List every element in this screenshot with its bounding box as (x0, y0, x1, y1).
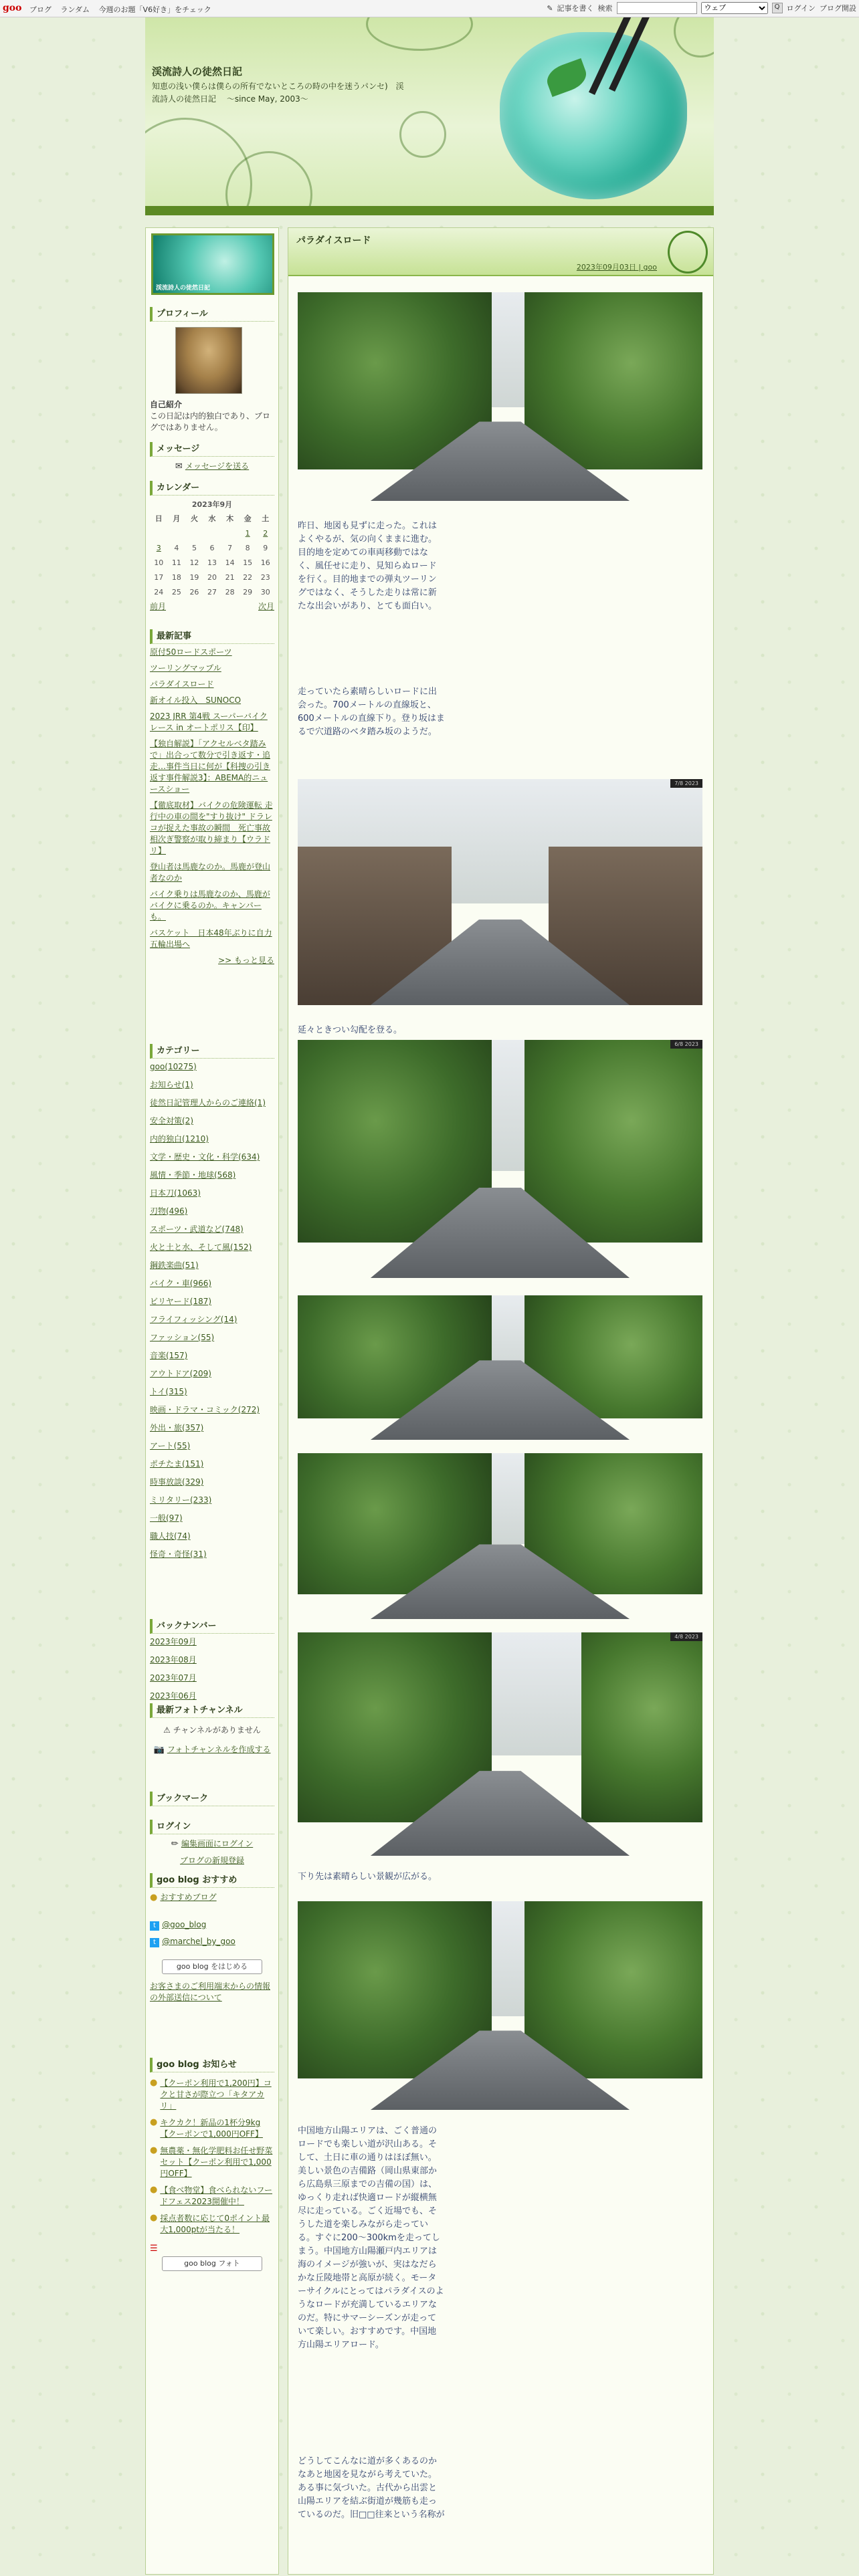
notice-row (150, 2117, 274, 2140)
photo-timestamp: 4/8 2023 (670, 1632, 702, 1641)
blog-register-link[interactable]: ブログの新規登録 (179, 1856, 244, 1865)
pencil-icon: ✎ (547, 3, 553, 13)
leaf-ornament-icon (668, 231, 708, 274)
recent-article-link[interactable]: 2023 JRR 第4戦 スーパーバイクレース in オートポリス【印】 (150, 712, 268, 732)
twitter-row (150, 1936, 274, 1947)
entry-photo (298, 1901, 702, 2110)
calendar-day: 25 (171, 588, 181, 597)
recommend-heading: goo blog おすすめ (150, 1873, 274, 1888)
calendar-day: 27 (207, 588, 217, 597)
blog-title[interactable]: 渓流詩人の徒然日記 (152, 66, 243, 78)
category-link[interactable]: 外出・旅(357) (150, 1423, 204, 1432)
notices-heading: goo blog お知らせ (150, 2058, 274, 2072)
entry-paragraph: どうしてこんなに道が多くあるのかなあと地図を見ながら考えていた。ある事に気づいた。古代から出雲と山陽エリアを結ぶ街道が幾筋も走っているのだ。旧□□往来という名称が (298, 2456, 445, 2520)
bullet-icon: ● (150, 2145, 158, 2155)
notice-row (150, 2078, 274, 2112)
calendar-day: 11 (171, 558, 181, 567)
calendar-day: 30 (260, 588, 270, 597)
category-section (150, 1044, 274, 1567)
notice-link[interactable]: 【食べ物堂】食べられないフードフェス2023開催中！ (160, 2185, 272, 2206)
category-link[interactable]: 安全対策(2) (150, 1116, 193, 1125)
entry-photo (298, 1040, 702, 1278)
login-heading: ログイン (150, 1820, 274, 1834)
weekday: 火 (190, 514, 198, 523)
calendar-month: 2023年9月 (191, 500, 233, 509)
category-link[interactable]: アウトドア(209) (150, 1369, 211, 1378)
calendar-weekdays (150, 512, 274, 526)
pen-icon: ✏ (171, 1839, 179, 1849)
recent-article-link[interactable]: ツーリングマップル (150, 663, 221, 673)
page-wrapper (145, 17, 714, 2576)
header-band (145, 206, 714, 215)
recent-article-link[interactable]: 登山者は馬鹿なのか。馬鹿が登山者なのか (150, 862, 271, 883)
twitter-link[interactable]: @marchel_by_goo (162, 1937, 235, 1946)
message-heading: メッセージ (150, 442, 274, 457)
login-edit-row (150, 1838, 274, 1850)
calendar-day: 14 (225, 558, 235, 567)
category-link[interactable]: 刃物(496) (150, 1206, 188, 1216)
bookmark-heading: ブックマーク (150, 1792, 274, 1806)
entry-paragraph: 延々ときつい勾配を登る。 (298, 1025, 403, 1035)
photo-channel-create-link[interactable]: フォトチャンネルを作成する (167, 1745, 271, 1754)
envelope-icon: ✉ (175, 461, 183, 471)
calendar-day: 17 (154, 573, 164, 582)
profile-section (150, 307, 274, 322)
category-link[interactable]: 時事放談(329) (150, 1477, 204, 1487)
recent-article-link[interactable]: 原付50ロードスポーツ (150, 647, 232, 657)
bullet-icon: ● (150, 2117, 158, 2127)
top-link-blog[interactable]: ブログ (29, 5, 52, 14)
message-row (150, 461, 274, 472)
entry-column (288, 227, 714, 2575)
category-link[interactable]: 職人技(74) (150, 1531, 191, 1541)
calendar-day: 23 (260, 573, 270, 582)
category-link[interactable]: 風情・季節・地球(568) (150, 1170, 236, 1180)
calendar-week (150, 541, 274, 556)
goo-logo[interactable]: goo (3, 3, 22, 13)
photo-trees-right (524, 1901, 702, 2078)
category-link[interactable]: お知らせ(1) (150, 1080, 193, 1089)
notices-section (150, 2058, 274, 2271)
calendar-day: 22 (243, 573, 253, 582)
calendar-day: 13 (207, 558, 217, 567)
intro-text: この日記は内的独白であり、ブログではありません。 (150, 411, 271, 432)
goo-top-right (547, 2, 856, 14)
weekday: 木 (226, 514, 234, 523)
calendar-day (150, 526, 168, 541)
external-info-link[interactable]: お客さまのご利用端末からの情報の外部送信について (150, 1981, 271, 2002)
calendar-day: 16 (260, 558, 270, 567)
blog-description: 知恵の浅い僕らは僕らの所有でないところの時の中を迷うパンセ) 渓流詩人の徒然日記 〜since May, 2003〜 (152, 82, 404, 104)
weekday: 土 (262, 514, 270, 523)
calendar-day: 7 (227, 544, 233, 552)
camera-icon: 📷 (153, 1745, 165, 1755)
category-link[interactable]: 日本刀(1063) (150, 1188, 201, 1198)
login-link[interactable]: ログイン (786, 4, 816, 13)
open-blog-link[interactable]: ブログ開設 (820, 4, 856, 13)
calendar-day: 19 (189, 573, 199, 582)
notice-link[interactable]: 無農薬・無化学肥料お任せ野菜セット【クーポン利用で1,000円OFF】 (160, 2146, 273, 2178)
calendar-day[interactable]: 1 (245, 529, 250, 538)
bullet-icon: ● (150, 1893, 158, 1903)
calendar-week (150, 526, 274, 541)
login-edit-link[interactable]: 編集画面にログイン (181, 1839, 254, 1848)
entry-title[interactable]: パラダイスロード (296, 235, 371, 246)
entry-header (288, 228, 713, 276)
backnumber-link[interactable]: 2023年08月 (150, 1655, 197, 1665)
search-scope-select[interactable] (701, 2, 768, 14)
calendar-day: 29 (243, 588, 253, 597)
calendar-day[interactable]: 2 (263, 529, 268, 538)
entry-paragraph: 中国地方山陽エリアは、ごく普通のロードでも楽しい道が沢山ある。そして、土日に車の通りはほぼ無い。美しい景色の吉備路（岡山県東部から広島県三原までの吉備の国）は、ゆっくり走れば快適ロードが縦横無尽に走っている。ごく近場でも、そうした道を楽しみながら走っている。すぐに200〜300kmを走ってしまう。中国地方山陽瀬戸内エリアは海のイメージが強いが、実はなだらかな丘陵地帯と高原が続く。モーターサイクルにとってはパラダイスのようなロードが充満しているエリアなのだ。特にサマーシーズンが走っていて楽しい。おすすめです。中国地方山陽エリアロード。 (298, 2126, 444, 2350)
notice-row (150, 2185, 274, 2208)
calendar-day: 12 (189, 558, 199, 567)
category-link[interactable]: ポチたま(151) (150, 1459, 204, 1469)
photo-channel-none-text: チャンネルがありません (173, 1725, 261, 1735)
backnumber-link[interactable]: 2023年06月 (150, 1691, 197, 1701)
notice-row (150, 2145, 274, 2179)
entry-photo (298, 292, 702, 501)
recommend-section (150, 1873, 274, 2004)
start-blog-button[interactable]: goo blog をはじめる (162, 1959, 262, 1974)
recent-article-link[interactable]: パラダイスロード (150, 679, 214, 689)
backnumber-list (150, 1636, 274, 1702)
backnumber-section (150, 1619, 274, 1709)
entry-photo (298, 1632, 702, 1856)
category-link[interactable]: アート(55) (150, 1441, 191, 1451)
entry-photo (298, 1453, 702, 1619)
weekday: 日 (155, 514, 163, 523)
category-link[interactable]: ミリタリー(233) (150, 1495, 212, 1505)
bullet-icon: ● (150, 2213, 158, 2223)
recent-article-link[interactable]: 【独自解説】「アクセルベタ踏みで」出合って数分で引き返す・追走…事件当日に何が【科捜の引き返す事件解説3】：ABEMA的ニュースショー (150, 739, 271, 794)
calendar-day (168, 526, 186, 541)
photo-timestamp: 6/8 2023 (670, 1040, 702, 1049)
header-drink-image (500, 32, 687, 199)
calendar-day: 9 (263, 544, 268, 552)
entry-paragraph: 昨日、地図も見ずに走った。これはよくやるが、気の向くままに進む。目的地を定めての車両移動ではなく、風任せに走り、見知らぬロードを行く。目的地までの弾丸ツーリングではなく、そうした走りは常に新たな出会いがあり、とても面白い。 (298, 521, 438, 611)
recent-more-link[interactable]: >> もっと見る (218, 956, 274, 965)
calendar-day: 10 (154, 558, 164, 567)
calendar-day: 5 (191, 544, 197, 552)
category-link[interactable]: ビリヤード(187) (150, 1297, 212, 1306)
recent-article-link[interactable]: バスケット 日本48年ぶりに自力五輪出場へ (150, 928, 272, 949)
bookmark-section (150, 1792, 274, 1806)
calendar-week (150, 556, 274, 570)
category-link[interactable]: 怪奇・奇怪(31) (150, 1549, 207, 1559)
weekday: 金 (244, 514, 252, 523)
recent-article-link[interactable]: バイク乗りは馬鹿なのか、馬鹿がバイクに乗るのか。キャンパーも。 (150, 889, 270, 922)
calendar-day (221, 526, 239, 541)
blog-image[interactable] (151, 233, 274, 295)
category-link[interactable]: スポーツ・武道など(748) (150, 1224, 244, 1234)
write-article-link[interactable]: 記事を書く (557, 4, 594, 13)
backnumber-heading: バックナンバー (150, 1619, 274, 1634)
recommend-item-row (150, 1892, 274, 1903)
backnumber-link[interactable]: 2023年07月 (150, 1673, 197, 1683)
twitter-row (150, 1919, 274, 1931)
top-link-theme[interactable]: 今週のお題「V6好き」をチェック (98, 5, 211, 14)
search-label: 検索 (597, 4, 613, 13)
calendar-day (185, 526, 203, 541)
notice-link[interactable]: 【クーポン利用で1,200円】コクと甘さが際立つ「キタアカリ」 (160, 2078, 272, 2111)
category-link[interactable]: 内的独白(1210) (150, 1134, 209, 1144)
recent-section (150, 629, 274, 966)
category-link[interactable]: 火と土と水、そして風(152) (150, 1243, 252, 1252)
category-link[interactable]: バイク・車(966) (150, 1279, 212, 1288)
rss-icon[interactable]: ☰ (150, 2244, 158, 2254)
bullet-icon: ● (150, 2078, 158, 2088)
photo-trees-right (524, 1040, 702, 1243)
category-link[interactable]: 徒然日記管理人からのご連絡(1) (150, 1098, 266, 1107)
photo-channel-section (150, 1703, 274, 1755)
ornament-circle (674, 17, 714, 58)
notice-row (150, 2213, 274, 2236)
calendar-day: 4 (174, 544, 179, 552)
goo-blog-photo-button[interactable]: goo blog フォト (162, 2256, 262, 2271)
recommend-blog-link[interactable]: おすすめブログ (160, 1893, 217, 1902)
ornament-circle (399, 111, 446, 158)
calendar-next-link[interactable]: 次月 (258, 602, 274, 611)
calendar-day: 15 (243, 558, 253, 567)
category-link[interactable]: goo(10275) (150, 1062, 197, 1071)
goo-top-bar (0, 0, 859, 17)
category-link[interactable]: トイ(315) (150, 1387, 187, 1396)
calendar-heading: カレンダー (150, 481, 274, 496)
calendar-day: 18 (171, 573, 181, 582)
calendar-prev-link[interactable]: 前月 (150, 602, 167, 611)
profile-intro (150, 399, 274, 433)
entry-meta[interactable]: 2023年09月03日 | goo (576, 263, 657, 272)
weekday: 月 (173, 514, 181, 523)
recent-heading: 最新記事 (150, 629, 274, 644)
entry-photo (298, 779, 702, 1005)
recent-article-link[interactable]: 【徹底取材】バイクの危険運転 走行中の車の間を"すり抜け" ドラレコが捉えた事故の瞬間 死亡事故相次ぎ警察が取り締まり【ウラドリ】 (150, 800, 273, 855)
twitter-link[interactable]: @goo_blog (162, 1920, 207, 1929)
calendar-week (150, 585, 274, 600)
category-link[interactable]: 文学・歴史・文化・科学(634) (150, 1152, 260, 1162)
calendar-nav (150, 601, 274, 613)
recent-article-link[interactable]: 新オイル投入 SUNOCO (150, 695, 242, 705)
notices-list (150, 2078, 274, 2236)
calendar-day: 21 (225, 573, 235, 582)
photo-timestamp: 7/8 2023 (670, 779, 702, 788)
photo-trees-right (524, 292, 702, 469)
photo-channel-heading: 最新フォトチャンネル (150, 1703, 274, 1718)
category-link[interactable]: フライフィッシング(14) (150, 1315, 237, 1324)
entry-paragraph: 走っていたら素晴らしいロードに出会った。700メートルの直線坂と、600メートルの直線下り。登り坂はまるで穴道路のベタ踏み坂のようだ。 (298, 687, 445, 737)
photo-channel-create-row (150, 1744, 274, 1755)
calendar-day: 20 (207, 573, 217, 582)
calendar-day: 8 (245, 544, 250, 552)
entry-paragraph: 下り先は素晴らしい景観が広がる。 (298, 1872, 438, 1882)
calendar-week (150, 570, 274, 585)
calendar-day: 6 (209, 544, 215, 552)
sidebar (145, 227, 279, 2575)
warning-icon: ⚠ (163, 1725, 171, 1735)
photo-trees-right (581, 1632, 703, 1822)
calendar-day: 28 (225, 588, 235, 597)
backnumber-link[interactable]: 2023年09月 (150, 1637, 197, 1646)
weekday: 水 (208, 514, 216, 523)
category-link[interactable]: 鋼鉄楽曲(51) (150, 1261, 199, 1270)
category-link[interactable]: ファッション(55) (150, 1333, 215, 1342)
search-input[interactable] (617, 2, 697, 14)
twitter-icon: t (150, 1921, 159, 1931)
profile-heading: プロフィール (150, 307, 274, 322)
top-link-random[interactable]: ランダム (60, 5, 90, 14)
entry-photo (298, 1295, 702, 1440)
avatar (175, 327, 242, 394)
calendar-day: 24 (154, 588, 164, 597)
message-section (150, 442, 274, 472)
category-list (150, 1061, 274, 1560)
recent-list (150, 647, 274, 950)
calendar-day: 26 (189, 588, 199, 597)
category-link[interactable]: 映画・ドラマ・コミック(272) (150, 1405, 260, 1414)
send-message-link[interactable]: メッセージを送る (185, 461, 250, 471)
calendar-day[interactable]: 3 (156, 544, 161, 552)
notice-link[interactable]: 採点者数に応じて0ポイント最大1,000ptが当たる！ (160, 2214, 270, 2234)
search-button[interactable]: Q (772, 3, 783, 13)
blog-header (145, 17, 714, 215)
notice-link[interactable]: キクカク！新品の1杯分9kg【クーポンで1,000円OFF】 (160, 2118, 263, 2139)
goo-top-links (29, 4, 218, 15)
login-section (150, 1820, 274, 1866)
bullet-icon: ● (150, 2185, 158, 2195)
calendar-section (150, 481, 274, 613)
ornament-circle (366, 17, 473, 51)
category-link[interactable]: 一般(97) (150, 1513, 183, 1523)
photo-channel-none-row (150, 1725, 274, 1736)
twitter-icon: t (150, 1938, 159, 1947)
category-heading: カテゴリー (150, 1044, 274, 1059)
calendar-day (203, 526, 221, 541)
intro-label: 自己紹介 (150, 400, 183, 409)
category-link[interactable]: 音楽(157) (150, 1351, 188, 1360)
blog-image-caption: 渓流詩人の徒然日記 (156, 285, 211, 292)
calendar (150, 498, 274, 613)
